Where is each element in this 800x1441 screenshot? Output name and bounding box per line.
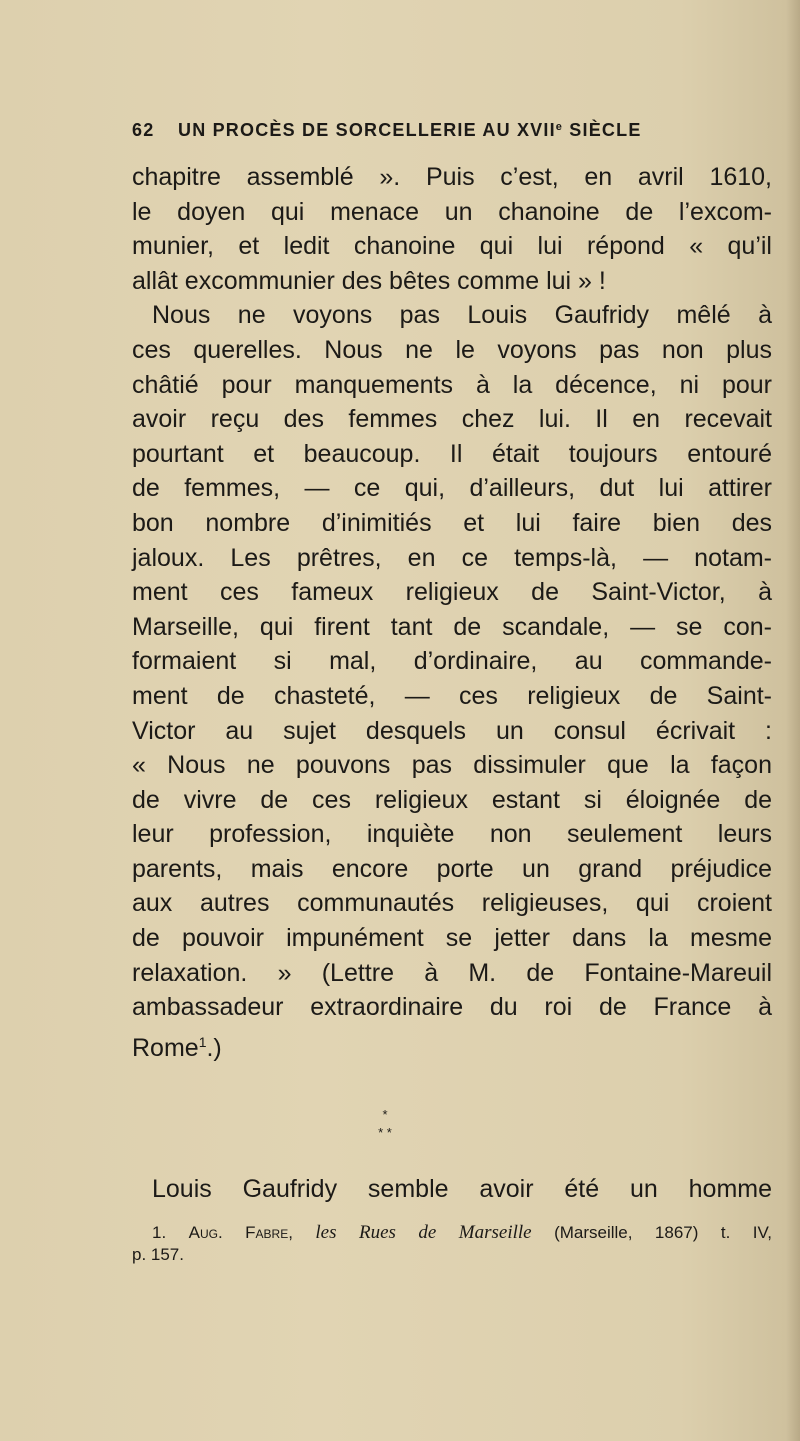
text-line: jaloux. Les prêtres, en ce temps-là, — notam- xyxy=(132,543,772,572)
text-line: pourtant et beaucoup. Il était toujours entouré xyxy=(132,439,772,468)
text-line: ment de chasteté, — ces religieux de Saint- xyxy=(132,681,772,710)
footnote-page: p. 157. xyxy=(132,1245,184,1264)
body-text xyxy=(132,160,772,1062)
text-line: châtié pour manquements à la décence, ni pour xyxy=(132,370,772,399)
footnote-number: 1. xyxy=(152,1223,167,1242)
footnote-title: les Rues de Marseille xyxy=(315,1222,532,1243)
text-line: relaxation. » (Lettre à M. de Fontaine-Mareuil xyxy=(132,958,772,987)
text-line: aux autres communautés religieuses, qui croient xyxy=(132,889,772,918)
section-first-line: Louis Gaufridy semble avoir été un homme xyxy=(152,1175,772,1203)
footnote-details: (Marseille, 1867) t. IV, xyxy=(554,1223,772,1242)
asterism-top: * xyxy=(382,1107,388,1122)
text-line: ment ces fameux religieux de Saint-Victor, à xyxy=(132,578,772,607)
text-line: bon nombre d’inimitiés et lui faire bien des xyxy=(132,508,772,537)
page-edge-shadow xyxy=(786,0,800,1441)
text-line: le doyen qui menace un chanoine de l’excom- xyxy=(132,197,772,226)
footnote-author-last: Fabre, xyxy=(245,1223,293,1242)
text-line: allât excommunier des bêtes comme lui » ! xyxy=(132,266,606,295)
text-line: leur profession, inquiète non seulement leurs xyxy=(132,820,772,849)
text-line: ces querelles. Nous ne le voyons pas non plus xyxy=(132,335,772,364)
text-line: de pouvoir impunément se jetter dans la mesme xyxy=(132,924,772,953)
text-line: Victor au sujet desquels un consul écrivait : xyxy=(132,716,772,745)
text-line: « Nous ne pouvons pas dissimuler que la façon xyxy=(132,751,772,780)
text-line: de femmes, — ce qui, d’ailleurs, dut lui attirer xyxy=(132,474,772,503)
text-line: chapitre assemblé ». Puis c’est, en avril 1610, xyxy=(132,163,772,191)
page-number: 62 xyxy=(132,120,155,140)
text-line: Marseille, qui firent tant de scandale, — se con- xyxy=(132,612,772,641)
text-line: ambassadeur extraordinaire du roi de France à xyxy=(132,993,772,1022)
text-line-last: Rome$^1$.) xyxy=(132,1033,222,1062)
text-line: de vivre de ces religieux estant si éloignée de xyxy=(132,785,772,814)
text-line: formaient si mal, d’ordinaire, au commande- xyxy=(132,647,772,676)
asterism-bottom: * * xyxy=(378,1125,392,1140)
running-head xyxy=(132,120,752,141)
text-line: parents, mais encore porte un grand préjudice xyxy=(132,854,772,883)
footnote-author-first: Aug. xyxy=(188,1223,223,1242)
text-line: avoir reçu des femmes chez lui. Il en recevait xyxy=(132,405,772,434)
footnote xyxy=(132,1222,772,1266)
footnote-line xyxy=(132,1222,772,1244)
footnote-reference[interactable]: 1 xyxy=(198,1033,207,1050)
text-line: munier, et ledit chanoine qui lui répond « qu’il xyxy=(132,232,772,261)
text-line: Nous ne voyons pas Louis Gaufridy mêlé à xyxy=(152,301,772,330)
running-title: UN PROCÈS DE SORCELLERIE AU XVIIe SIÈCLE xyxy=(178,120,642,140)
asterism-separator xyxy=(360,1106,410,1142)
